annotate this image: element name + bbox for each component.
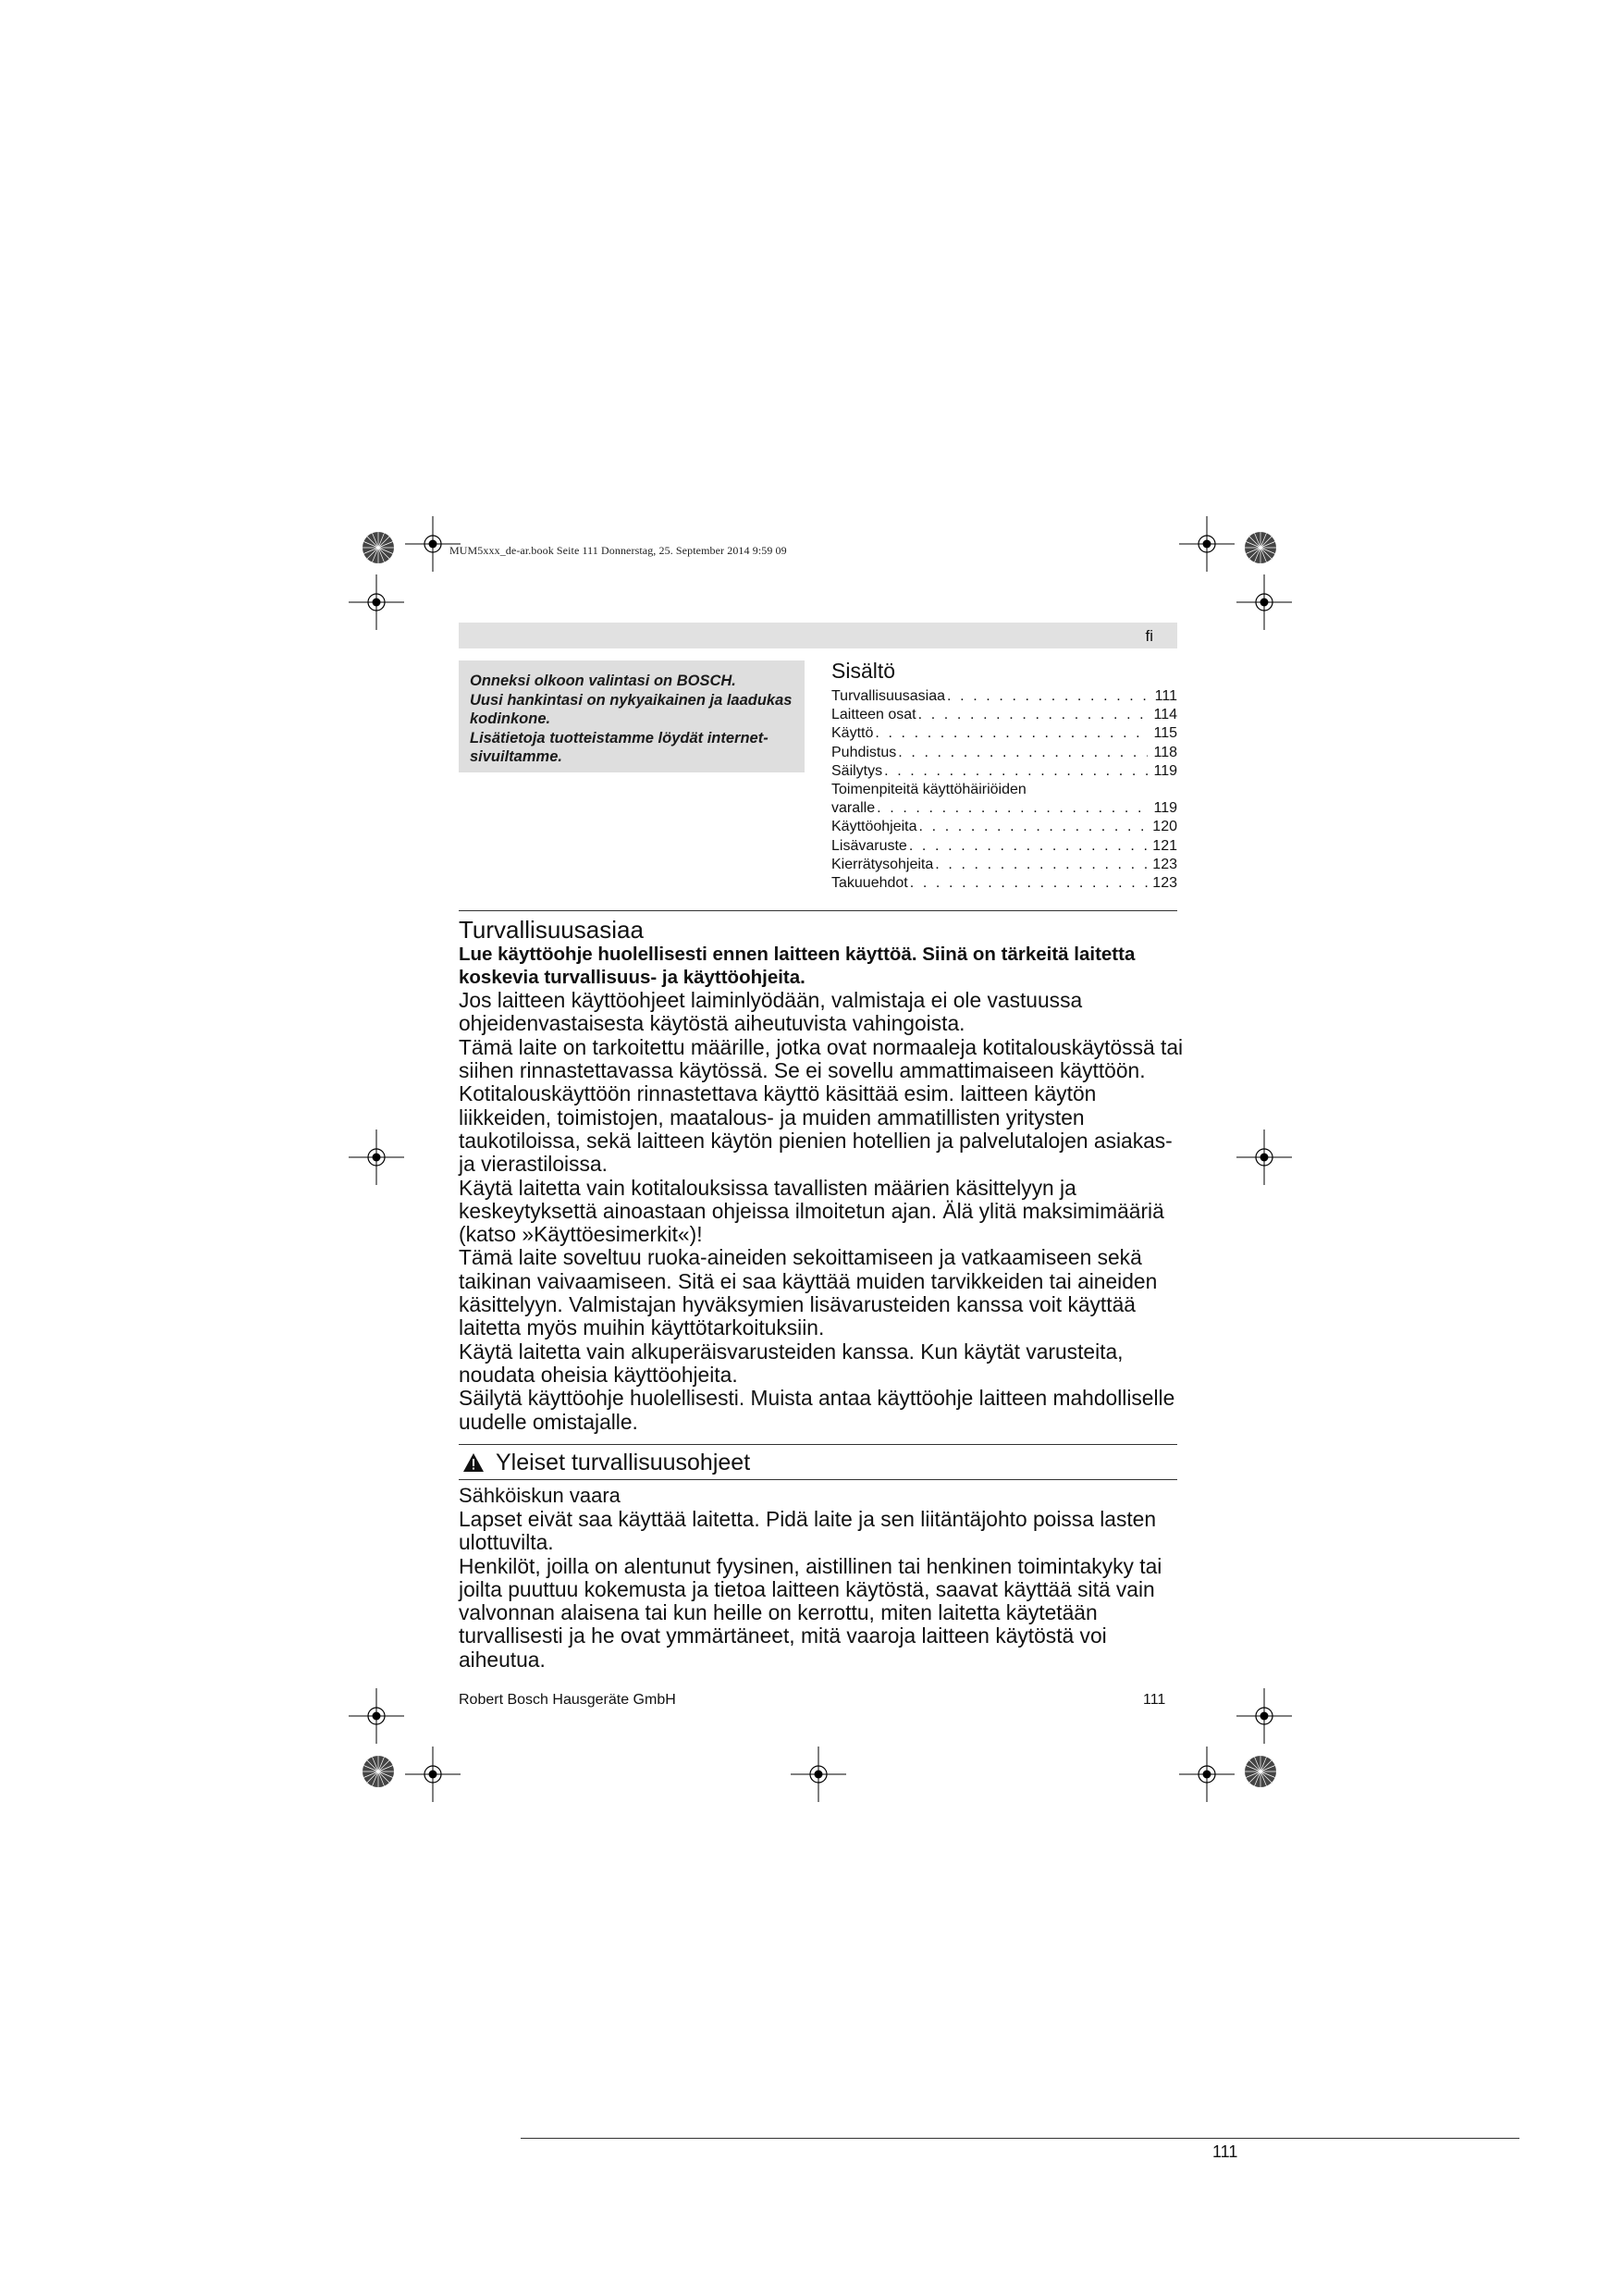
toc-item[interactable] [831,874,1177,893]
toc-item-label: varalle [831,800,876,817]
safety-paragraph: Käytä laitetta vain alkuperäisvarusteiden kanssa. Kun käytät varusteita, noudata oheisia käyttöohjeita. [459,1339,1124,1387]
subsection-heading: Sähköiskun vaara [459,1484,621,1507]
toc-item-page: 119 [1153,762,1177,779]
toc-item[interactable] [831,856,1177,874]
section-divider [459,910,1177,911]
toc-item-page: 123 [1152,875,1177,892]
toc-item[interactable] [831,724,1177,743]
toc-item-page: 115 [1153,725,1177,742]
footer-page-number: 111 [1143,1692,1166,1708]
toc-item-page: 121 [1152,837,1177,854]
intro-line-2: Uusi hankintasi on nykyaikainen ja laadukas kodinkone. [470,691,793,727]
language-tab [459,623,1177,648]
toc-item[interactable] [831,818,1177,836]
bottom-divider [521,2138,1519,2139]
toc-item-label: Käyttö [831,725,874,742]
general-safety-heading-row [459,1449,1189,1476]
toc-item-label: Puhdistus [831,744,897,760]
toc-title: Sisältö [831,659,896,683]
toc-item-page: 123 [1152,856,1177,872]
toc-item[interactable] [831,762,1177,781]
section-divider [459,1479,1177,1480]
intro-line-3: Lisätietoja tuotteistamme löydät internet-sivuiltamme. [470,729,768,765]
toc-item-label: Turvallisuusasiaa [831,688,946,704]
toc-item-label: Takuuehdot [831,875,908,892]
language-code: fi [1145,627,1153,645]
safety-lead: Lue käyttöohje huolellisesti ennen laitteen käyttöä. Siinä on tärkeitä laitetta koskevia turvallisuus- ja käyttöohjeita. [459,944,1136,988]
safety-paragraph: Säilytä käyttöohje huolellisesti. Muista antaa käyttöohje laitteen mahdolliselle uudelle omistajalle. [459,1386,1175,1434]
toc-item-page: 119 [1153,800,1177,817]
section-divider [459,1444,1177,1445]
general-safety-section [459,1484,1189,1672]
toc-item-label: Säilytys [831,762,883,779]
safety-paragraph: Jos laitteen käyttöohjeet laiminlyödään, valmistaja ei ole vastuussa ohjeidenvastaisesta käytöstä aiheutuvista vahingoista. [459,988,1083,1036]
toc-item-page: 111 [1154,688,1177,704]
table-of-contents [831,659,1177,893]
toc-item-label: Laitteen osat [831,707,916,723]
toc-item[interactable] [831,706,1177,724]
intro-line-1: Onneksi olkoon valintasi on BOSCH. [470,673,736,689]
toc-item-prefix: Toimenpiteitä käyttöhäiriöiden [831,782,1027,798]
safety-paragraph: Tämä laite on tarkoitettu määrille, jotka ovat normaaleja kotitalouskäytössä tai siihen rinnastettavassa käytössä. Se ei sovellu ammattimaiseen käyttöön. Kotitalouskäyttöön rinnastettava käyttö käsittää esim. laitteen käytön liikkeiden, toimistojen, maatalous- ja muiden ammatillisten yritysten taukotiloissa, sekä laitteen käytön pienien hotellien ja palvelutalojen asiakas- ja vierastiloissa. [459,1034,1184,1177]
section-heading: Yleiset turvallisuusohjeet [496,1450,751,1475]
safety-paragraph: Käytä laitetta vain kotitalouksissa tavallisten määrien käsittelyyn ja keskeytyksettä ainoastaan ohjeissa ilmoitetun ajan. Älä ylitä maksimimääriä (katso »Käyttöesimerkit«)! [459,1175,1164,1247]
safety-section [459,916,1189,1434]
section-heading: Turvallisuusasiaa [459,916,644,944]
toc-item-page: 114 [1153,707,1177,723]
general-safety-paragraph: Henkilöt, joilla on alentunut fyysinen, aistillinen tai henkinen toimintakyky tai joilta puuttuu kokemusta ja tietoa laitteen käytöstä, saavat käyttää sitä vain valvonnan alaisena tai kun heille on kerrottu, miten laitetta käytetään turvallisesti ja he ovat ymmärtäneet, mitä vaaroja laitteen käytöstä voi aiheutua. [459,1553,1162,1672]
page-number: 111 [1212,2142,1238,2161]
print-header-info: MUM5xxx_de-ar.book Seite 111 Donnerstag, 25. September 2014 9:59 09 [449,544,787,557]
toc-item-page: 118 [1153,744,1177,760]
general-safety-paragraph: Lapset eivät saa käyttää laitetta. Pidä laite ja sen liitäntäjohto poissa lasten ulottuvilta. [459,1507,1157,1555]
toc-item[interactable] [831,799,1177,818]
toc-item-page: 120 [1152,819,1177,835]
toc-item-label: Kierrätysohjeita [831,856,934,872]
toc-item[interactable] [831,744,1177,762]
toc-item[interactable] [831,687,1177,706]
warning-icon [462,1452,485,1473]
intro-text [470,672,803,767]
toc-item[interactable] [831,837,1177,856]
footer-company: Robert Bosch Hausgeräte GmbH [459,1692,676,1708]
toc-item-label: Lisävaruste [831,837,907,854]
intro-box [459,660,805,772]
safety-paragraph: Tämä laite soveltuu ruoka-aineiden sekoittamiseen ja vatkaamiseen sekä taikinan vaivaamiseen. Sitä ei saa käyttää muiden tarvikkeiden tai aineiden käsittelyyn. Valmistajan hyväksymien lisävarusteiden kanssa voit käyttää laitetta myös muihin käyttötarkoituksiin. [459,1245,1158,1340]
toc-item-label: Käyttöohjeita [831,819,917,835]
